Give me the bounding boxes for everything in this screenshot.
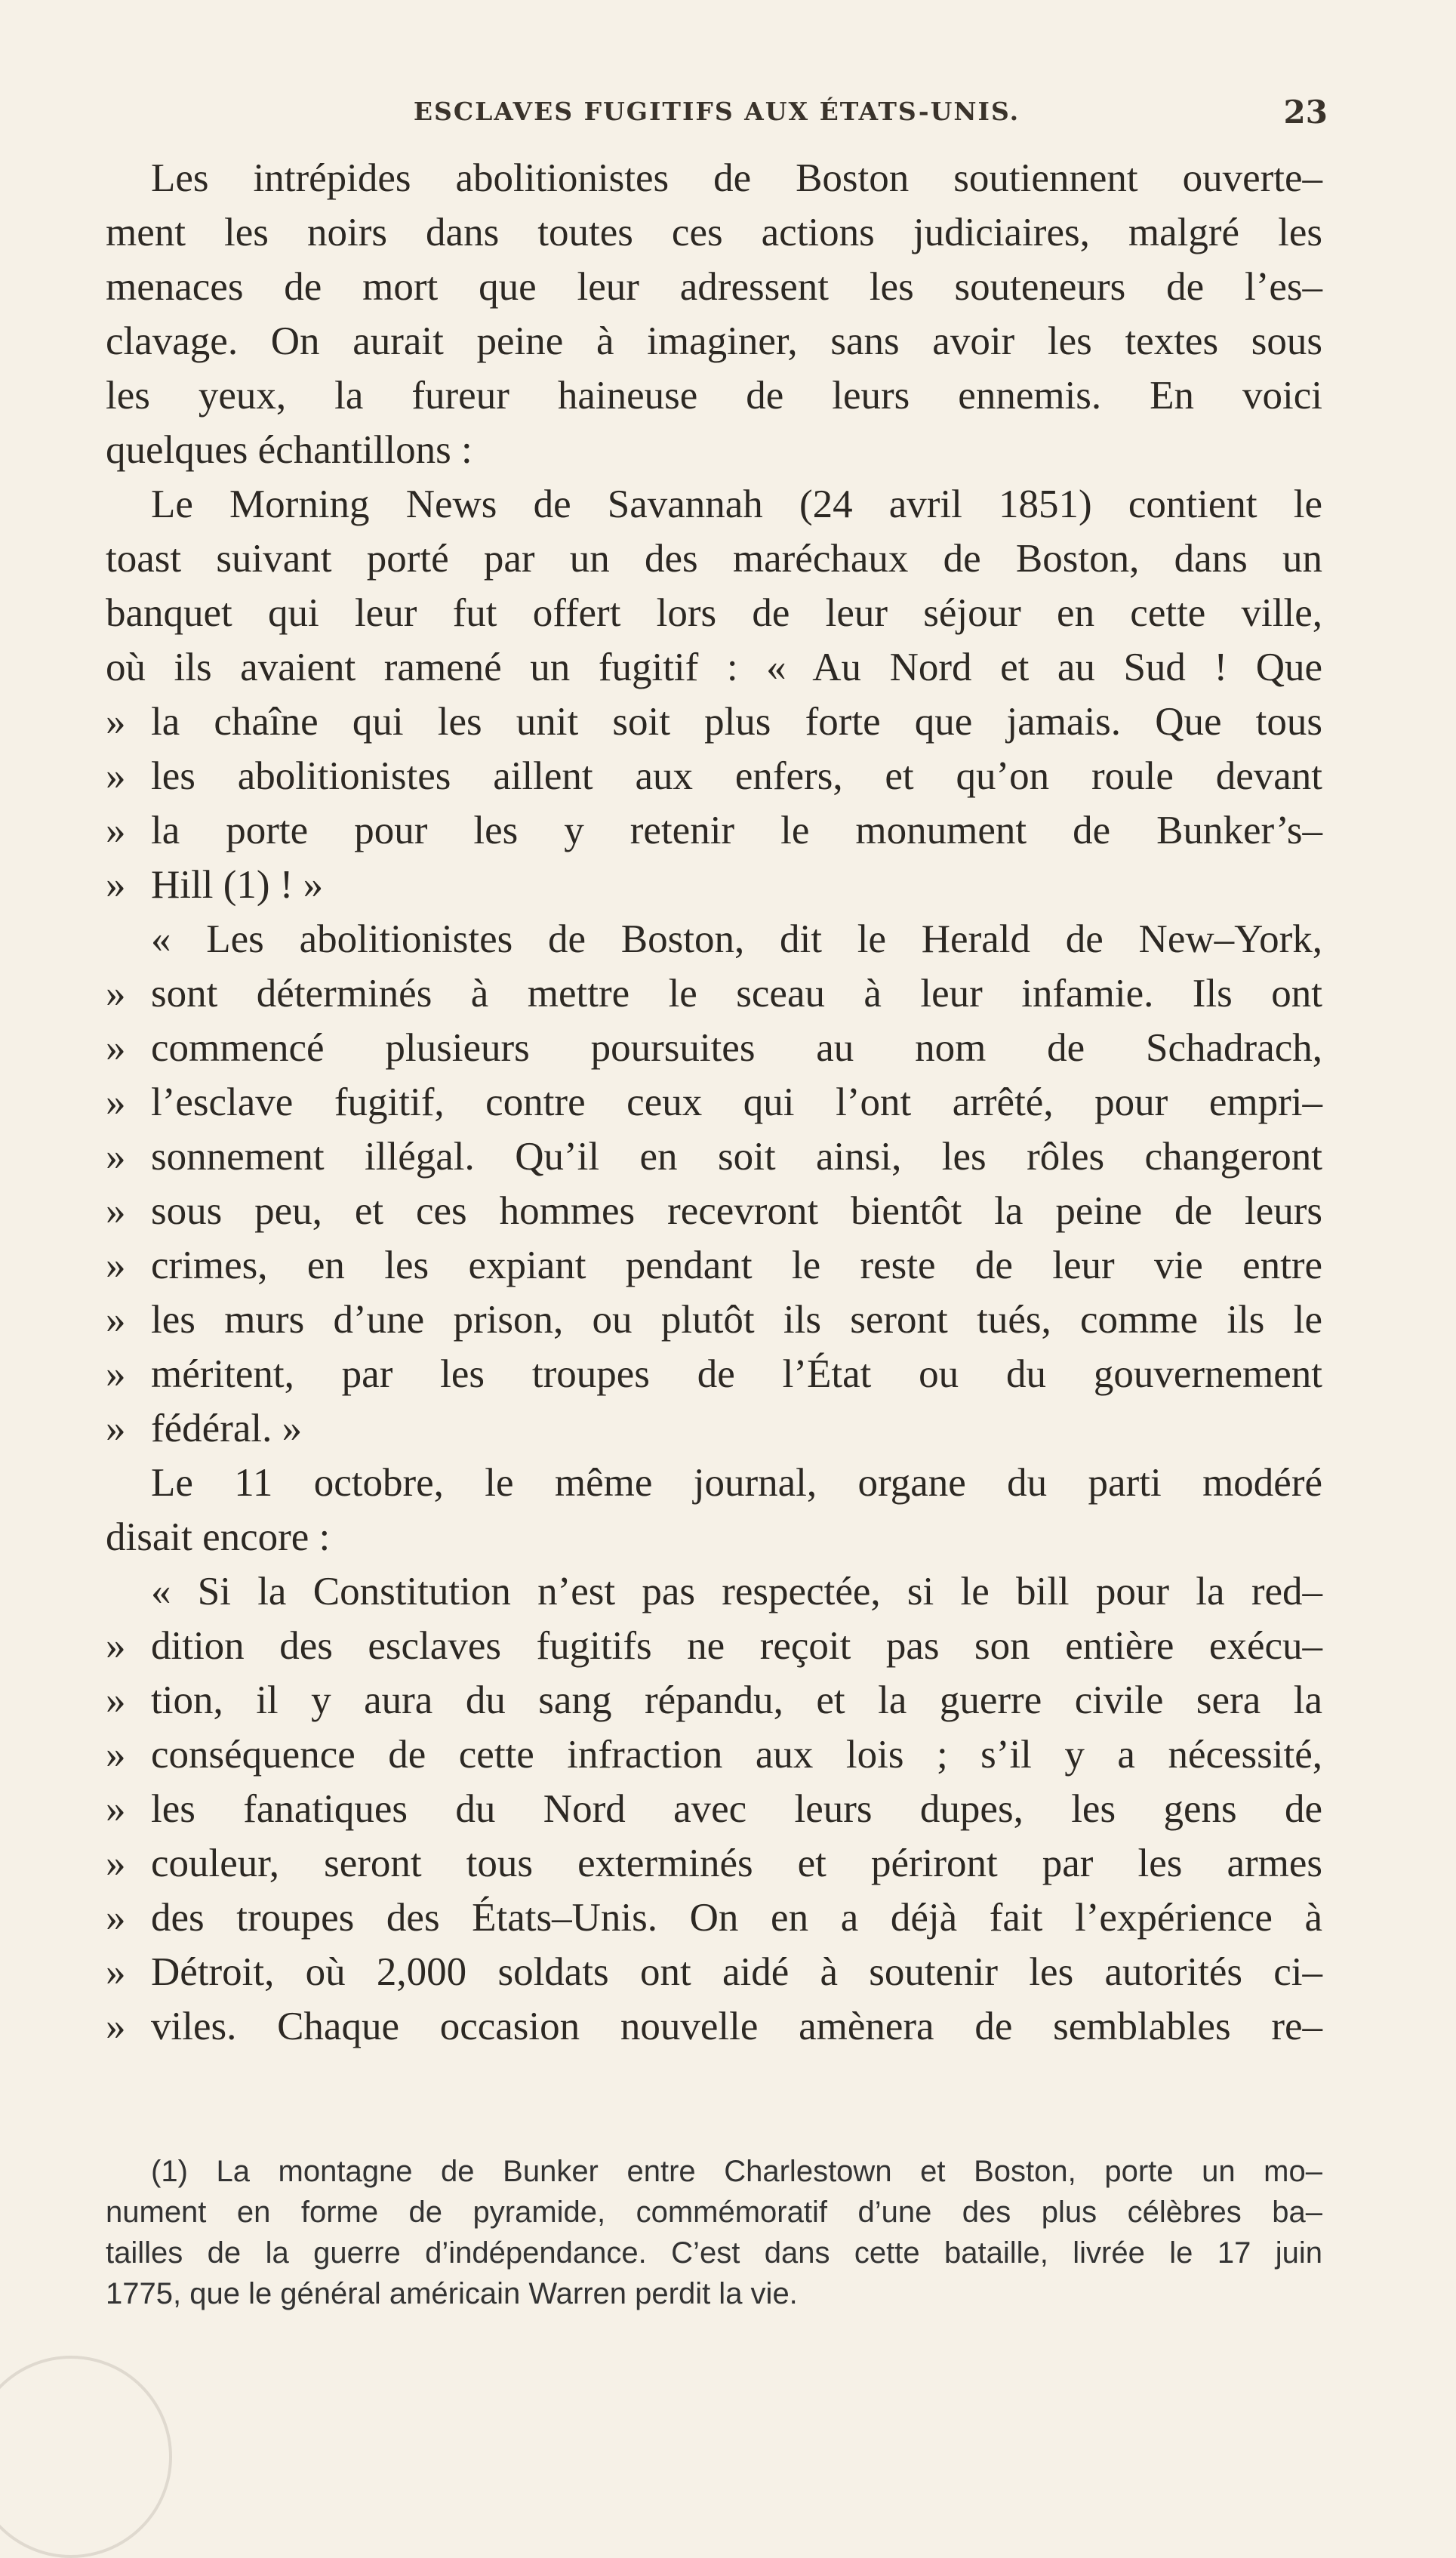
text-line (106, 966, 1322, 1021)
text-line: « Si la Constitution n’est pas respectée, si le bill pour la red– (151, 1570, 1322, 1613)
quote-marker: » (106, 1841, 126, 1885)
line-text: conséquence de cette infraction aux lois ; s’il y a nécessité, (151, 1733, 1322, 1777)
line-text: couleur, seront tous exterminés et périront par les armes (151, 1841, 1322, 1885)
quote-marker: » (106, 1026, 126, 1070)
text-line (106, 1945, 1322, 1999)
line-text: dition des esclaves fugitifs ne reçoit pas son entière exécu– (151, 1624, 1322, 1668)
line-text: crimes, en les expiant pendant le reste de leur vie entre (151, 1244, 1322, 1287)
line-text: les fanatiques du Nord avec leurs dupes, les gens de (151, 1787, 1322, 1831)
footnote-line: (1) La montagne de Bunker entre Charlestown et Boston, porte un mo– (151, 2155, 1322, 2188)
quote-marker: » (106, 1135, 126, 1179)
text-line (106, 1836, 1322, 1891)
library-stamp (0, 2356, 172, 2558)
text-line (106, 1999, 1322, 2054)
running-title: ESCLAVES FUGITIFS AUX ÉTATS-UNIS. (413, 97, 1020, 126)
text-line (106, 749, 1322, 803)
quote-marker: » (106, 2005, 126, 2048)
text-line (106, 1891, 1322, 1945)
text-line: toast suivant porté par un des maréchaux de Boston, dans un (106, 537, 1322, 581)
text-line (106, 1619, 1322, 1673)
quote-marker: » (106, 1678, 126, 1722)
text-line (106, 1075, 1322, 1130)
text-line: disait encore : (106, 1515, 331, 1559)
text-line (106, 1238, 1322, 1293)
quote-marker: » (106, 809, 126, 852)
text-line (106, 1184, 1322, 1238)
quote-marker: » (106, 700, 126, 744)
text-line: ment les noirs dans toutes ces actions judiciaires, malgré les (106, 211, 1322, 254)
text-line: « Les abolitionistes de Boston, dit le Herald de New–York, (151, 917, 1322, 961)
line-text: tion, il y aura du sang répandu, et la guerre civile sera la (151, 1678, 1322, 1722)
line-text: méritent, par les troupes de l’État ou du gouvernement (151, 1352, 1322, 1396)
main-text (106, 151, 1322, 2054)
page-number: 23 (1283, 94, 1328, 131)
line-text: des troupes des États–Unis. On en a déjà fait l’expérience à (151, 1896, 1322, 1940)
quote-marker: » (106, 1352, 126, 1396)
footnote-line: nument en forme de pyramide, commémoratif d’une des plus célèbres ba– (106, 2196, 1322, 2229)
quote-marker: » (106, 1244, 126, 1287)
line-text: fédéral. » (151, 1407, 303, 1450)
text-line: Le Morning News de Savannah (24 avril 1851) contient le (151, 482, 1322, 526)
quote-marker: » (106, 1950, 126, 1994)
text-line: Le 11 octobre, le même journal, organe du parti modéré (151, 1461, 1322, 1505)
line-text: Hill (1) ! » (151, 863, 324, 907)
text-line (106, 858, 1322, 912)
footnote-line: tailles de la guerre d’indépendance. C’est dans cette bataille, livrée le 17 juin (106, 2236, 1322, 2270)
quote-marker: » (106, 1624, 126, 1668)
text-line: clavage. On aurait peine à imaginer, sans avoir les textes sous (106, 319, 1322, 363)
text-line (106, 1347, 1322, 1401)
text-line: où ils avaient ramené un fugitif : « Au Nord et au Sud ! Que (106, 646, 1322, 689)
footnote-line: 1775, que le général américain Warren perdit la vie. (106, 2277, 798, 2310)
quote-marker: » (106, 1407, 126, 1450)
line-text: sous peu, et ces hommes recevront bientôt la peine de leurs (151, 1189, 1322, 1233)
text-line: menaces de mort que leur adressent les souteneurs de l’es– (106, 265, 1322, 309)
quote-marker: » (106, 1733, 126, 1777)
line-text: les murs d’une prison, ou plutôt ils seront tués, comme ils le (151, 1298, 1322, 1342)
text-line: Les intrépides abolitionistes de Boston soutiennent ouverte– (151, 156, 1322, 200)
line-text: la chaîne qui les unit soit plus forte que jamais. Que tous (151, 700, 1322, 744)
line-text: la porte pour les y retenir le monument de Bunker’s– (151, 809, 1322, 852)
quote-marker: » (106, 1080, 126, 1124)
line-text: Détroit, où 2,000 soldats ont aidé à soutenir les autorités ci– (151, 1950, 1322, 1994)
line-text: viles. Chaque occasion nouvelle amènera de semblables re– (151, 2005, 1322, 2048)
footnotes (106, 2151, 1322, 2314)
text-line (106, 1130, 1322, 1184)
quote-marker: » (106, 1189, 126, 1233)
text-line (106, 803, 1322, 858)
text-line: banquet qui leur fut offert lors de leur séjour en cette ville, (106, 591, 1322, 635)
text-line: les yeux, la fureur haineuse de leurs ennemis. En voici (106, 374, 1322, 418)
quote-marker: » (106, 1298, 126, 1342)
line-text: commencé plusieurs poursuites au nom de Schadrach, (151, 1026, 1322, 1070)
text-line (106, 1782, 1322, 1836)
quote-marker: » (106, 754, 126, 798)
text-line (106, 1727, 1322, 1782)
quote-marker: » (106, 1787, 126, 1831)
line-text: sont déterminés à mettre le sceau à leur infamie. Ils ont (151, 972, 1322, 1015)
text-line (106, 1673, 1322, 1727)
quote-marker: » (106, 1896, 126, 1940)
text-line (106, 1401, 1322, 1456)
text-line: quelques échantillons : (106, 428, 473, 472)
text-line (106, 1293, 1322, 1347)
line-text: l’esclave fugitif, contre ceux qui l’ont arrêté, pour empri– (151, 1080, 1322, 1124)
quote-marker: » (106, 972, 126, 1015)
quote-marker: » (106, 863, 126, 907)
running-header (106, 94, 1328, 142)
line-text: les abolitionistes aillent aux enfers, et qu’on roule devant (151, 754, 1322, 798)
text-line (106, 695, 1322, 749)
text-line (106, 1021, 1322, 1075)
line-text: sonnement illégal. Qu’il en soit ainsi, les rôles changeront (151, 1135, 1322, 1179)
